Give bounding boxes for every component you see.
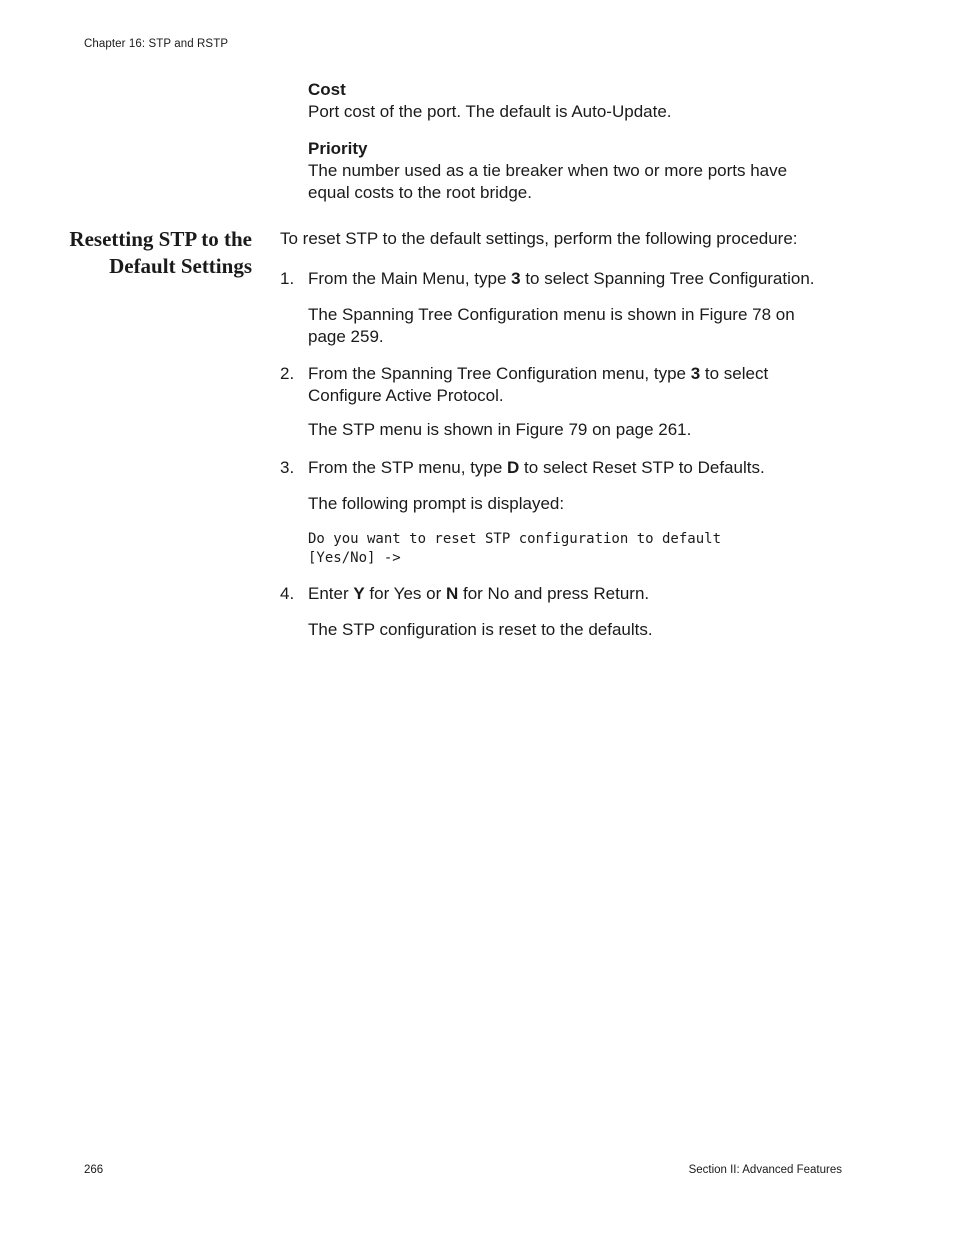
step-text-post: for No and press Return. bbox=[458, 584, 650, 603]
step-text-pre: Enter bbox=[308, 584, 354, 603]
step-text bbox=[308, 457, 848, 479]
step-key: 3 bbox=[511, 269, 521, 288]
step-number: 1. bbox=[280, 269, 295, 288]
running-header: Chapter 16: STP and RSTP bbox=[84, 38, 229, 50]
definition-desc: The number used as a tie breaker when two or more ports have equal costs to the root bridge. bbox=[308, 161, 788, 202]
step-text bbox=[308, 268, 848, 290]
section-heading: Resetting STP to the Default Settings bbox=[69, 227, 252, 278]
definition-term: Priority bbox=[308, 139, 368, 158]
step-text-pre: From the Spanning Tree Configuration menu, type bbox=[308, 364, 691, 383]
step-note: The following prompt is displayed: bbox=[308, 494, 565, 513]
step-text bbox=[308, 363, 808, 407]
definition-cost bbox=[308, 79, 848, 123]
page-number: 266 bbox=[84, 1164, 104, 1176]
step-key: Y bbox=[353, 584, 365, 603]
prompt-code: Do you want to reset STP configuration to default [Yes/No] -> bbox=[308, 531, 722, 566]
step-key: D bbox=[507, 458, 520, 477]
definition-desc: Port cost of the port. The default is Auto-Update. bbox=[308, 102, 672, 121]
definition-term: Cost bbox=[308, 80, 346, 99]
step-note: The STP configuration is reset to the defaults. bbox=[308, 620, 653, 639]
section-intro: To reset STP to the default settings, perform the following procedure: bbox=[280, 229, 798, 248]
step-text bbox=[308, 583, 848, 605]
step-number: 4. bbox=[280, 584, 295, 603]
running-footer: Section II: Advanced Features bbox=[688, 1164, 842, 1176]
step-note: The STP menu is shown in Figure 79 on page 261. bbox=[308, 420, 692, 439]
step-note: The Spanning Tree Configuration menu is shown in Figure 78 on page 259. bbox=[308, 305, 795, 346]
definition-priority bbox=[308, 138, 828, 204]
step-key-2: N bbox=[445, 584, 459, 603]
step-text-pre: From the STP menu, type bbox=[308, 458, 508, 477]
step-text-post: to select Reset STP to Defaults. bbox=[519, 458, 765, 477]
step-text-pre: From the Main Menu, type bbox=[308, 269, 512, 288]
step-key: 3 bbox=[690, 364, 701, 383]
step-text-mid: for Yes or bbox=[364, 584, 446, 603]
step-number: 2. bbox=[280, 364, 295, 383]
step-text-post: to select Spanning Tree Configuration. bbox=[520, 269, 815, 288]
step-text-post: to select Configure Active Protocol. bbox=[308, 364, 769, 405]
step-number: 3. bbox=[280, 458, 295, 477]
